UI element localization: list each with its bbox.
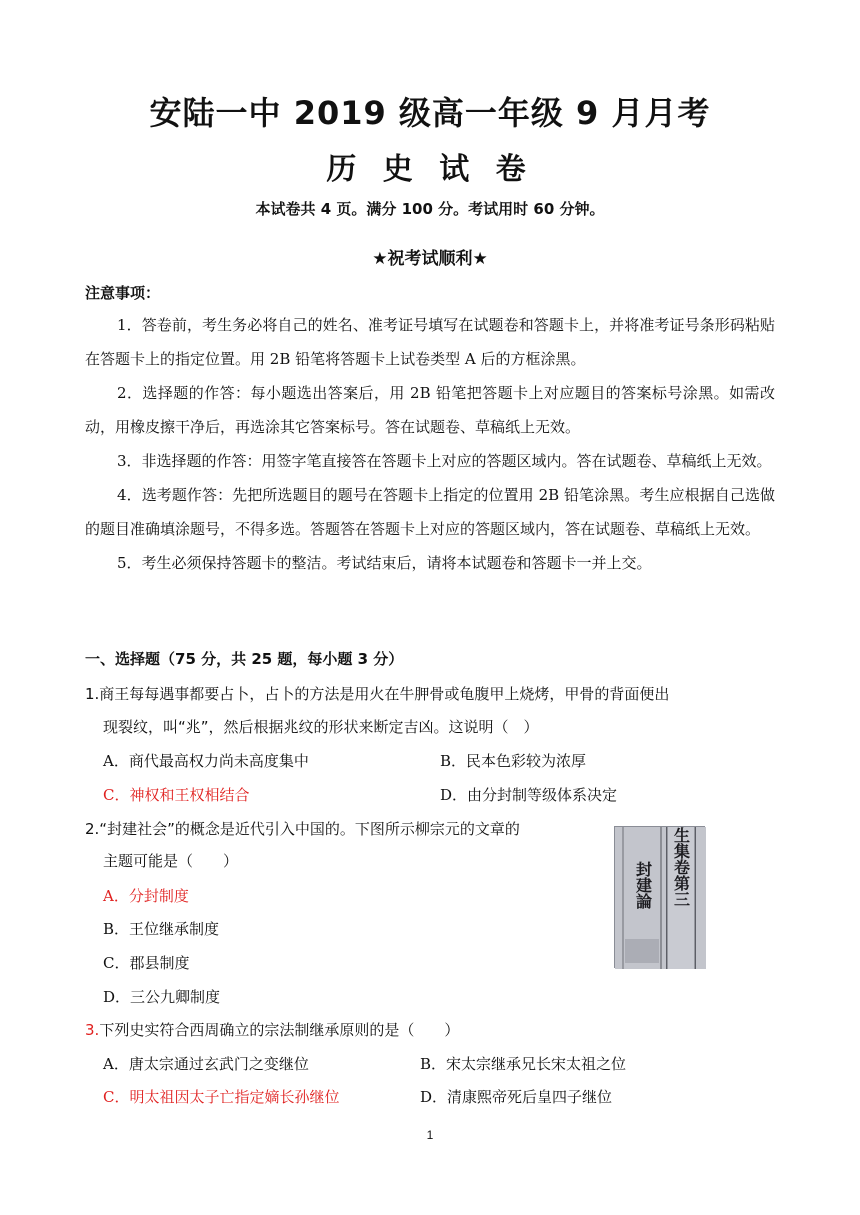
question-1-option-c: C．神权和王权相结合 <box>103 786 250 804</box>
question-2-option-c: C．郡县制度 <box>103 954 190 972</box>
section-heading: 一、选择题（75 分，共 25 题，每小题 3 分） <box>85 650 404 668</box>
blessing-line: ★祝考试顺利★ <box>372 249 488 269</box>
figure-col2-text: 封建論 <box>633 861 653 909</box>
notes-heading: 注意事项： <box>85 284 161 302</box>
question-3-number: 3. <box>85 1021 100 1039</box>
page-number: 1 <box>426 1128 434 1142</box>
question-1-stem-line1: 1.商王每每遇事都要占卜，占卜的方法是用火在牛胛骨或龟腹甲上烧烤，甲骨的背面便出 <box>85 685 670 703</box>
question-1-option-a: A．商代最高权力尚未高度集中 <box>103 752 309 770</box>
question-1-option-d: D．由分封制等级体系决定 <box>440 786 618 804</box>
question-1-stem-text: 现裂纹，叫“兆”，然后根据兆纹的形状来断定吉凶。这说明（ ） <box>103 718 539 736</box>
note-item: 3．非选择题的作答：用签字笔直接答在答题卡上对应的答题区域内。答在试题卷、草稿纸上无效。 <box>117 452 772 470</box>
exam-title: 安陆一中 2019 级高一年级 9 月月考 <box>149 94 711 132</box>
question-3-stem <box>85 1014 459 1047</box>
note-item: 4．选考题作答：先把所选题目的题号在答题卡上指定的位置用 2B 铅笔涂黑。考生应根据自己选做的题目准确填涂题号，不得多选。答题答在答题卡上对应的答题区域内，答在试题卷、草稿纸上无效。 <box>85 486 775 538</box>
question-1-stem-line2 <box>85 711 539 744</box>
book-page-drawing <box>615 827 706 969</box>
question-2-option-a: A．分封制度 <box>103 887 189 905</box>
question-2-stem-line1: 2.“封建社会”的概念是近代引入中国的。下图所示柳宗元的文章的 <box>85 820 520 838</box>
figure-col1-text: 河東先生集卷第三 <box>671 827 691 907</box>
notes-list <box>85 308 775 580</box>
exam-subtitle: 本试卷共 4 页。满分 100 分。考试用时 60 分钟。 <box>255 200 605 218</box>
question-3-option-d: D．清康熙帝死后皇四子继位 <box>420 1088 613 1106</box>
note-item: 1．答卷前，考生务必将自己的姓名、准考证号填写在试题卷和答题卡上，并将准考证号条形码粘贴在答题卡上的指定位置。用 2B 铅笔将答题卡上试卷类型 A 后的方框涂黑。 <box>85 316 775 368</box>
question-3-option-a: A．唐太宗通过玄武门之变继位 <box>103 1055 309 1073</box>
liu-zongyuan-book-image <box>614 826 705 968</box>
question-2-option-b: B．王位继承制度 <box>103 920 220 938</box>
question-2-option-d: D．三公九卿制度 <box>103 988 221 1006</box>
question-3-option-c: C．明太祖因太子亡指定嫡长孙继位 <box>103 1088 340 1106</box>
note-item: 2．选择题的作答：每小题选出答案后，用 2B 铅笔把答题卡上对应题目的答案标号涂黑。如需改动，用橡皮擦干净后，再选涂其它答案标号。答在试题卷、草稿纸上无效。 <box>85 384 775 436</box>
question-2-stem-text: 主题可能是（ ） <box>103 852 239 870</box>
question-3-option-b: B．宋太宗继承兄长宋太祖之位 <box>420 1055 627 1073</box>
question-1-option-b: B．民本色彩较为浓厚 <box>440 752 587 770</box>
question-3-stem-text: 下列史实符合西周确立的宗法制继承原则的是（ ） <box>99 1021 460 1039</box>
exam-subject: 历 史 试 卷 <box>326 152 534 187</box>
question-2-stem-line2 <box>85 845 238 878</box>
note-item: 5．考生必须保持答题卡的整洁。考试结束后，请将本试题卷和答题卡一并上交。 <box>117 554 652 572</box>
